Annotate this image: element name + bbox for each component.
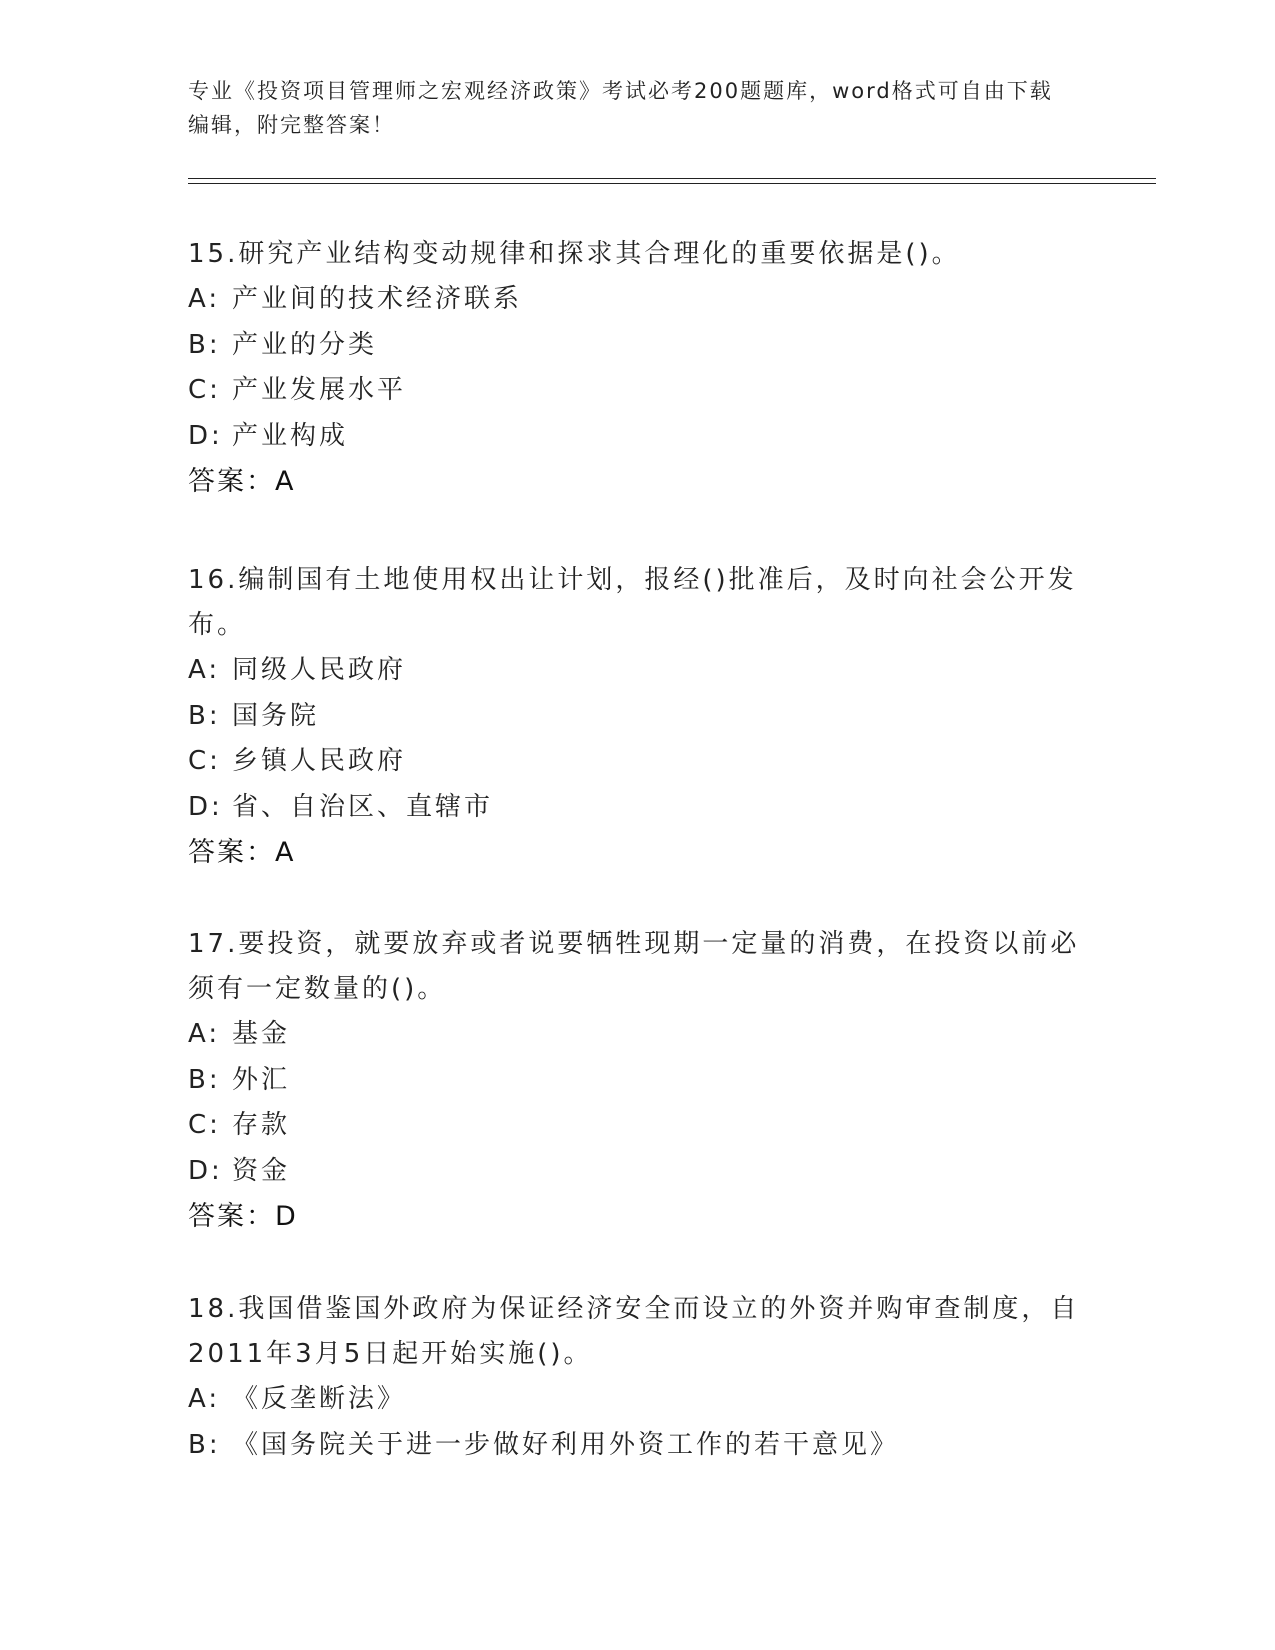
option-key: B: [188, 700, 221, 731]
option-text: 产业构成 [232, 420, 349, 451]
question-18 [188, 1287, 1088, 1468]
option-a [188, 648, 1088, 694]
option-text: 外汇 [232, 1064, 291, 1095]
option-d [188, 1149, 1088, 1195]
option-a [188, 277, 1088, 323]
option-c [188, 739, 1088, 785]
option-b [188, 323, 1088, 369]
option-text: 存款 [232, 1110, 291, 1140]
option-text: 同级人民政府 [232, 655, 407, 685]
option-text: 《国务院关于进一步做好利用外资工作的若干意见》 [232, 1429, 900, 1460]
option-key: C: [188, 746, 221, 776]
header-divider-top [188, 178, 1156, 179]
option-c [188, 368, 1088, 414]
option-key: A: [188, 284, 221, 314]
option-a [188, 1012, 1088, 1058]
option-text: 产业发展水平 [232, 375, 407, 405]
option-key: C: [188, 375, 221, 405]
option-text: 乡镇人民政府 [232, 746, 407, 776]
answer-line: 答案：A [188, 466, 296, 497]
option-key: B: [188, 1429, 221, 1460]
option-d [188, 414, 1088, 460]
option-text: 基金 [232, 1019, 291, 1049]
question-stem: 16.编制国有土地使用权出让计划，报经()批准后，及时向社会公开发布。 [188, 565, 1077, 640]
answer-line: 答案：A [188, 837, 296, 868]
option-key: D: [188, 791, 223, 822]
option-text: 《反垄断法》 [232, 1384, 407, 1414]
option-b [188, 1423, 1088, 1469]
question-17 [188, 922, 1088, 1240]
option-key: A: [188, 1384, 221, 1414]
option-text: 省、自治区、直辖市 [232, 791, 494, 822]
option-key: C: [188, 1110, 221, 1140]
option-b [188, 694, 1088, 740]
option-b [188, 1058, 1088, 1104]
option-text: 资金 [232, 1155, 291, 1186]
option-text: 产业间的技术经济联系 [232, 284, 523, 314]
question-stem: 17.要投资，就要放弃或者说要牺牲现期一定量的消费，在投资以前必须有一定数量的()。 [188, 929, 1080, 1004]
option-key: A: [188, 655, 221, 685]
option-key: D: [188, 1155, 223, 1186]
document-header: 专业《投资项目管理师之宏观经济政策》考试必考200题题库，word格式可自由下载编辑，附完整答案！ [188, 79, 1053, 137]
option-text: 国务院 [232, 700, 320, 731]
option-key: B: [188, 329, 221, 360]
option-c [188, 1103, 1088, 1149]
question-15 [188, 232, 1088, 505]
question-stem: 18.我国借鉴国外政府为保证经济安全而设立的外资并购审查制度，自2011年3月5日起开始实施()。 [188, 1294, 1080, 1369]
option-key: D: [188, 420, 223, 451]
header-divider-bottom [188, 183, 1156, 184]
question-stem: 15.研究产业结构变动规律和探求其合理化的重要依据是()。 [188, 239, 961, 269]
option-key: A: [188, 1019, 221, 1049]
option-d [188, 785, 1088, 831]
answer-line: 答案：D [188, 1201, 298, 1232]
option-a [188, 1377, 1088, 1423]
question-16 [188, 558, 1088, 876]
option-key: B: [188, 1064, 221, 1095]
option-text: 产业的分类 [232, 329, 378, 360]
